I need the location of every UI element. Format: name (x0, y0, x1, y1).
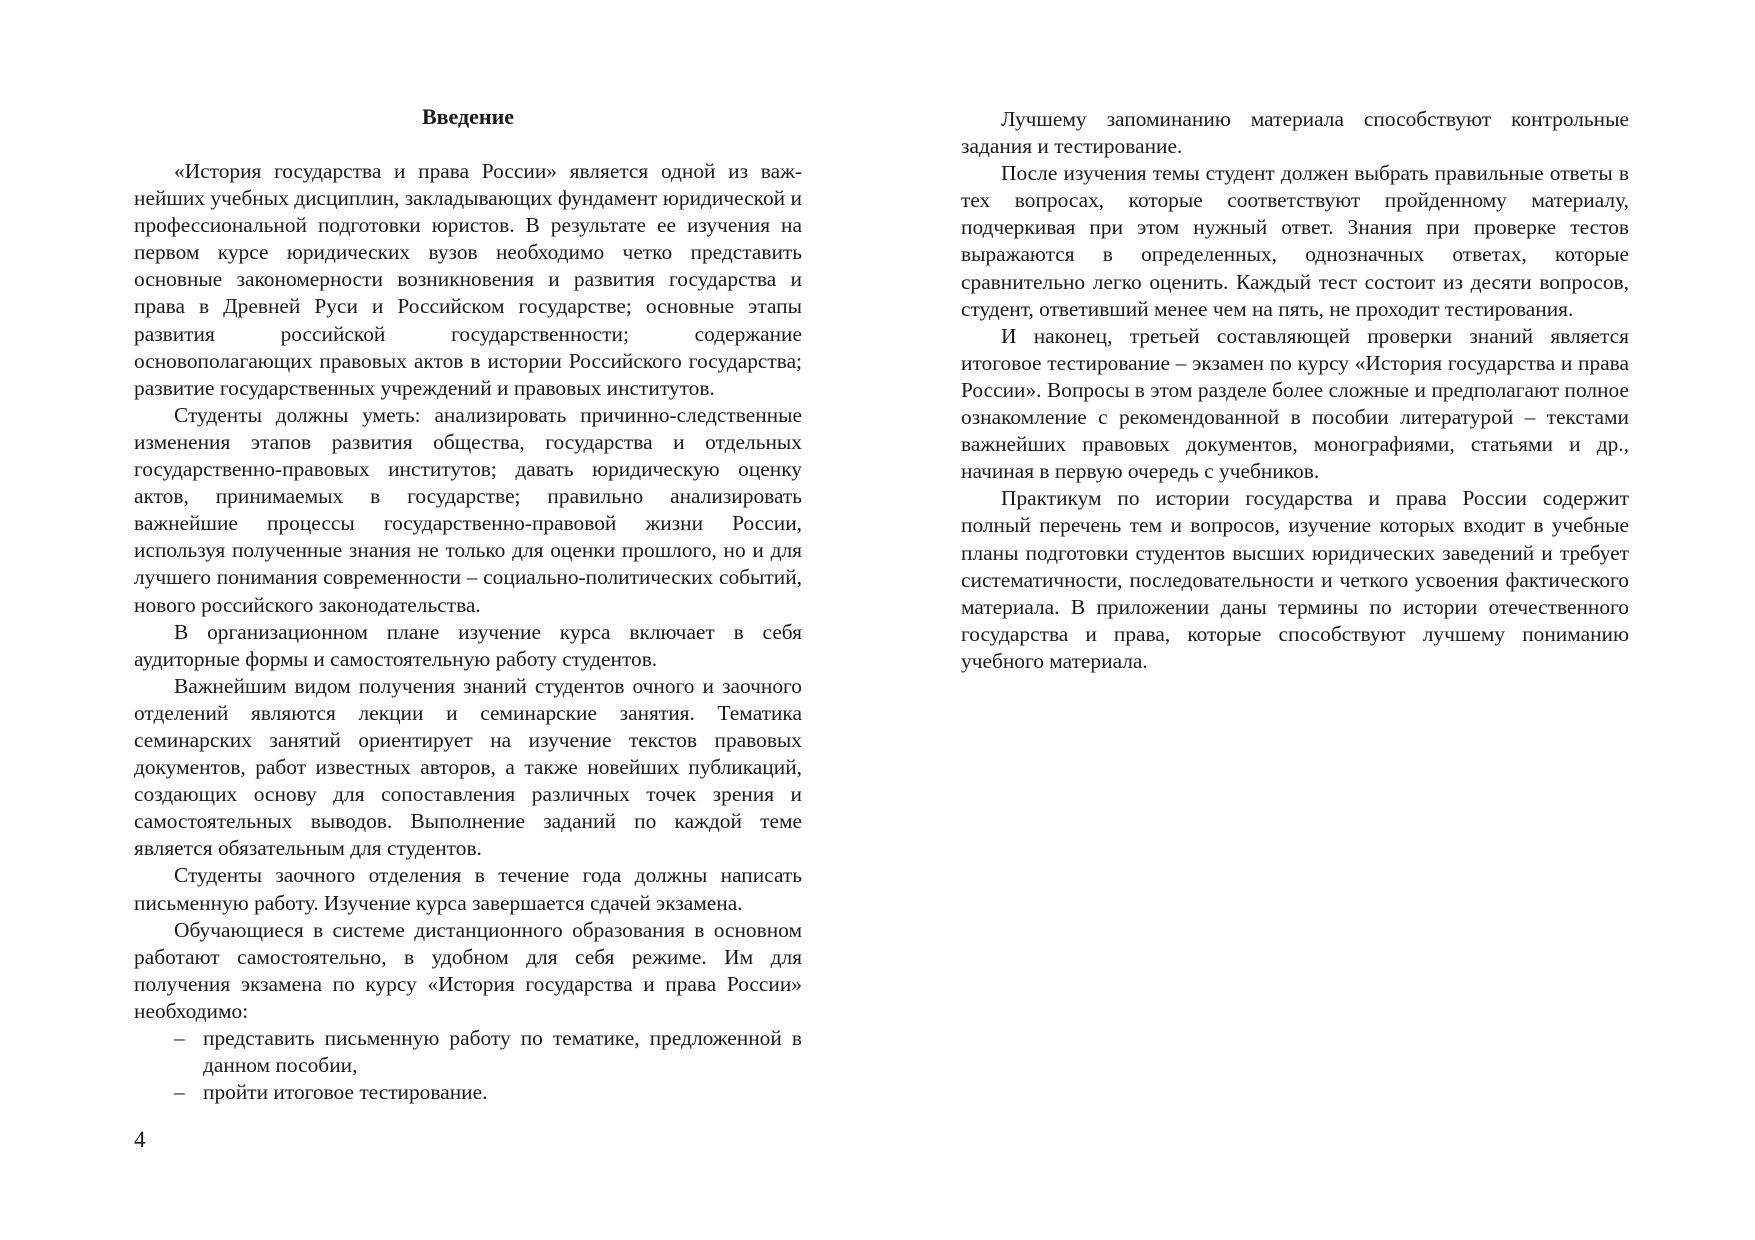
paragraph-lectures-seminars: Важнейшим видом получения знаний студентов очного и заочного отделений являются лекции и семинарские занятия. Тематика семинарских занятий ориентирует на изучение текстов правовых документов, работ известных авторов, а также новейших публикаций, создающих основу для сопоставления различных точек зрения и самостоятельных выводов. Выполнение заданий по каждой теме является обязательным для студентов. (134, 673, 802, 861)
dash-marker: – (174, 1080, 185, 1105)
right-text-column (961, 106, 1629, 675)
list-item (134, 1079, 802, 1106)
paragraph-distance-learning: Обучающиеся в системе дистанционного образования в основном работают самостоятельно, в удобном для себя режиме. Им для получения экзамена по курсу «История государства и права России» необходимо: (134, 917, 802, 1023)
requirements-list (134, 1025, 802, 1106)
list-item (134, 1025, 802, 1079)
list-item-text: пройти итоговое тестирование. (203, 1080, 488, 1105)
paragraph-course-importance: «История государства и права России» является одной из важнейших учебных дисциплин, закладывающих фундамент юридической и профессиональной подготовки юристов. В результате ее изучения на первом курсе юридических вузов необходимо четко представить основные закономерности возникновения и развития государства и права в Древней Руси и Российском государстве; основные этапы развития российской государственности; содержание основополагающих правовых актов в истории Российского государства; развитие государственных учреждений и правовых институтов. (134, 159, 802, 400)
page-number: 4 (134, 1127, 146, 1152)
left-page (0, 0, 877, 1240)
paragraph-control-tasks: Лучшему запоминанию материала способствуют контрольные задания и тестирование. (961, 107, 1629, 159)
section-heading: Введение (421, 104, 515, 129)
left-text-column (134, 103, 802, 1106)
paragraph-topic-testing: После изучения темы студент должен выбрать правильные ответы в тех вопросах, которые соответствуют пройденному материалу, подчеркивая при этом нужный ответ. Знания при проверке тестов выражаются в определенных, однозначных ответах, которые сравнительно легко оценить. Каждый тест состоит из десяти вопросов, студент, ответивший менее чем на пять, не проходит тестирования. (961, 161, 1629, 321)
list-item-text: представить письменную работу по тематике, предложенной в данном пособии, (203, 1026, 802, 1078)
paragraph-final-testing: И наконец, третьей составляющей проверки знаний является итоговое тестирование – экзамен по курсу «История государства и права России». Вопросы в этом разделе более сложные и предполагают полное ознакомление с рекомендованной в пособии литературой – текстами важнейших правовых документов, монографиями, статьями и др., начиная в первую очередь с учебников. (961, 323, 1629, 484)
dash-marker: – (174, 1026, 185, 1050)
paragraph-workshop-contents: Практикум по истории государства и права России содержит полный перечень тем и вопросов, изучение которых входит в учебные планы подготовки студентов высших юридических заведений и требует систематичности, последовательности и четкого усвоения фактического материала. В приложении даны термины по истории отечественного государства и права, которые способствуют лучшему пониманию учебного материала. (961, 486, 1629, 673)
paragraph-student-skills: Студенты должны уметь: анализировать причинно-следственные изменения этапов развития общества, государства и отдельных государственно-правовых институтов; давать юридическую оценку актов, принимаемых в государстве; правильно анализировать важнейшие процессы государственно-правовой жизни России, используя полученные знания не только для оценки прошлого, но и для лучшего понимания современности – социально-политических событий, нового российского законодательства. (134, 402, 802, 617)
paragraph-correspondence-students: Студенты заочного отделения в течение года должны написать письменную работу. Изучение курса завершается сдачей экзамена. (134, 863, 802, 915)
right-page (877, 0, 1755, 1240)
paragraph-organization: В организационном плане изучение курса включает в себя аудиторные формы и самостоятельную работу студентов. (134, 619, 802, 671)
